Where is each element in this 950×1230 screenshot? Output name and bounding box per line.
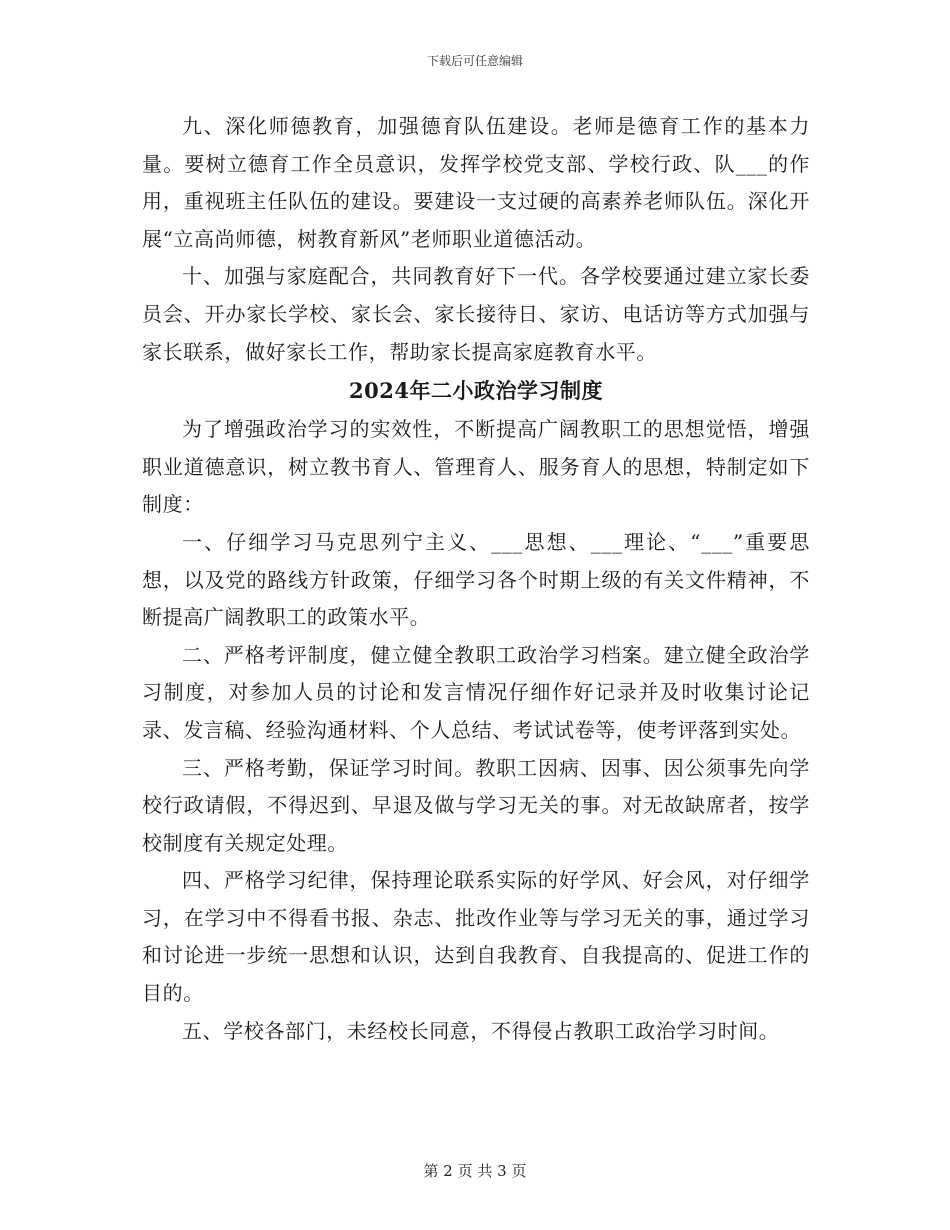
document-body: [142, 108, 810, 1050]
paragraph-item-9: 九、深化师德教育，加强德育队伍建设。老师是德育工作的基本力量。要树立德育工作全员意识，发挥学校党支部、学校行政、队___的作用，重视班主任队伍的建设。要建设一支过硬的高素养老师队伍。深化开展“立高尚师德，树教育新风”老师职业道德活动。: [142, 114, 810, 251]
paragraph-rule-4: 四、严格学习纪律，保持理论联系实际的好学风、好会风，对仔细学习，在学习中不得看书报、杂志、批改作业等与学习无关的事，通过学习和讨论进一步统一思想和认识，达到自我教育、自我提高的、促进工作的目的。: [142, 868, 810, 1006]
page-number: 第 2 页 共 3 页: [423, 1162, 527, 1180]
paragraph-rule-1: 一、仔细学习马克思列宁主义、___思想、___理论、“___”重要思想，以及党的路线方针政策，仔细学习各个时期上级的有关文件精神，不断提高广阔教职工的政策水平。: [142, 529, 810, 630]
paragraph-item-10: 十、加强与家庭配合，共同教育好下一代。各学校要通过建立家长委员会、开办家长学校、家长会、家长接待日、家访、电话访等方式加强与家长联系，做好家长工作，帮助家长提高家庭教育水平。: [142, 264, 810, 364]
paragraph-rule-2: 二、严格考评制度，健立健全教职工政治学习档案。建立健全政治学习制度，对参加人员的讨论和发言情况仔细作好记录并及时收集讨论记录、发言稿、经验沟通材料、个人总结、考试试卷等，使考评落到实处。: [142, 642, 810, 742]
document-title: 2024年二小政治学习制度: [349, 378, 603, 404]
paragraph-intro: 为了增强政治学习的实效性，不断提高广阔教职工的思想觉悟，增强职业道德意识，树立教书育人、管理育人、服务育人的思想，特制定如下制度：: [142, 417, 810, 517]
paragraph-rule-3: 三、严格考勤，保证学习时间。教职工因病、因事、因公须事先向学校行政请假，不得迟到、早退及做与学习无关的事。对无故缺席者，按学校制度有关规定处理。: [142, 755, 810, 855]
page-header-note: 下载后可任意编辑: [426, 54, 523, 68]
paragraph-rule-5: 五、学校各部门，未经校长同意，不得侵占教职工政治学习时间。: [182, 1018, 780, 1043]
